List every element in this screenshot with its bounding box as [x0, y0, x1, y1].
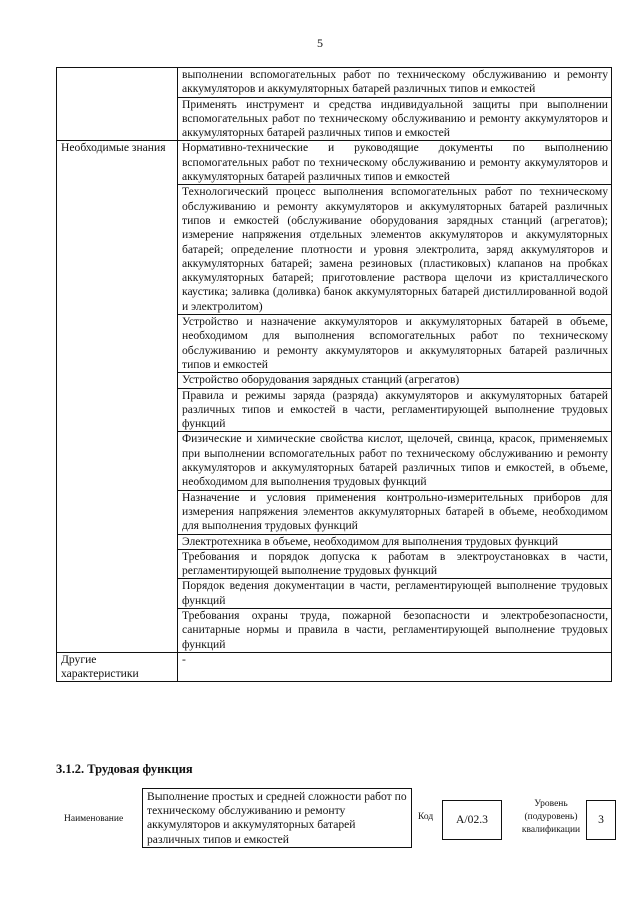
qualification-level-label: Уровень (подуровень) квалификации: [521, 799, 581, 835]
section-title: 3.1.2. Трудовая функция: [56, 762, 193, 776]
table-cell: Физические и химические свойства кислот, щелочей, свинца, красок, применяемых при выполнении вспомогательных работ по техническому обслуживанию и ремонту аккумуляторов и аккумуляторных батарей различных типов и емкостей, в объеме, необходимом для выполнения трудовых функций: [178, 432, 612, 490]
code-label: Код: [418, 812, 434, 822]
table-cell: Правила и режимы заряда (разряда) аккумуляторов и аккумуляторных батарей различных типов и емкостей в части, регламентирующей выполнение трудовых функций: [178, 388, 612, 432]
table-row: [57, 652, 612, 682]
table-cell: Применять инструмент и средства индивидуальной защиты при выполнении вспомогательных работ по техническому обслуживанию и ремонту аккумуляторов и аккумуляторных батарей различных типов и емкостей: [178, 97, 612, 141]
table-cell: Требования и порядок допуска к работам в электроустановках в части, регламентирующей выполнение трудовых функций: [178, 549, 612, 579]
table-cell: -: [178, 652, 612, 682]
row-label: [57, 68, 178, 141]
qualification-level-value: 3: [586, 800, 616, 840]
name-label: Наименование: [64, 814, 124, 824]
table-cell: Назначение и условия применения контрольно-измерительных приборов для измерения напряжения элементов аккумуляторных батарей в объеме, необходимом для выполнения трудовых функций: [178, 490, 612, 534]
row-label-other-characteristics: Другие характеристики: [57, 652, 178, 682]
page-number: 5: [317, 36, 323, 50]
table-cell: Электротехника в объеме, необходимом для выполнения трудовых функций: [178, 534, 612, 549]
table-cell: Порядок ведения документации в части, регламентирующей выполнение трудовых функций: [178, 579, 612, 609]
function-code-value: A/02.3: [442, 800, 502, 840]
table-cell: Устройство оборудования зарядных станций (агрегатов): [178, 373, 612, 388]
table-cell: Технологический процесс выполнения вспомогательных работ по техническому обслуживанию и ремонту аккумуляторов и аккумуляторных батарей различных типов и емкостей (обслуживание оборудования зарядных станций (агрегатов); измерение напряжения отдельных элементов аккумуляторов и аккумуляторных батарей; определение плотности и уровня электролита, заряд аккумуляторов и аккумуляторных батарей; замена резиновых (пластиковых) клапанов на пробках аккумуляторных батарей; приготовление раствора щелочи из кристаллического каустика; заливка (доливка) банок аккумуляторных батарей дистиллированной водой и электролитом): [178, 185, 612, 315]
table-cell: выполнении вспомогательных работ по техническому обслуживанию и ремонту аккумуляторов и аккумуляторных батарей различных типов и емкостей: [178, 68, 612, 98]
knowledge-table: [56, 67, 612, 682]
function-name-value: Выполнение простых и средней сложности работ по техническому обслуживанию и ремонту аккумуляторов и аккумуляторных батарей различных типов и емкостей: [142, 788, 412, 848]
labor-function-header: [56, 788, 616, 850]
table-row: [57, 68, 612, 98]
table-cell: Требования охраны труда, пожарной безопасности и электробезопасности, санитарные нормы и правила в части, регламентирующей выполнение трудовых функций: [178, 608, 612, 652]
table-cell: Устройство и назначение аккумуляторов и аккумуляторных батарей в объеме, необходимом для выполнения вспомогательных работ по техническому обслуживанию и ремонту аккумуляторов и аккумуляторных батарей различных типов и емкостей: [178, 315, 612, 373]
row-label-necessary-knowledge: Необходимые знания: [57, 141, 178, 652]
table-cell: Нормативно-технические и руководящие документы по выполнению вспомогательных работ по техническому обслуживанию и ремонту аккумуляторов и аккумуляторных батарей различных типов и емкостей: [178, 141, 612, 185]
table-row: [57, 141, 612, 185]
